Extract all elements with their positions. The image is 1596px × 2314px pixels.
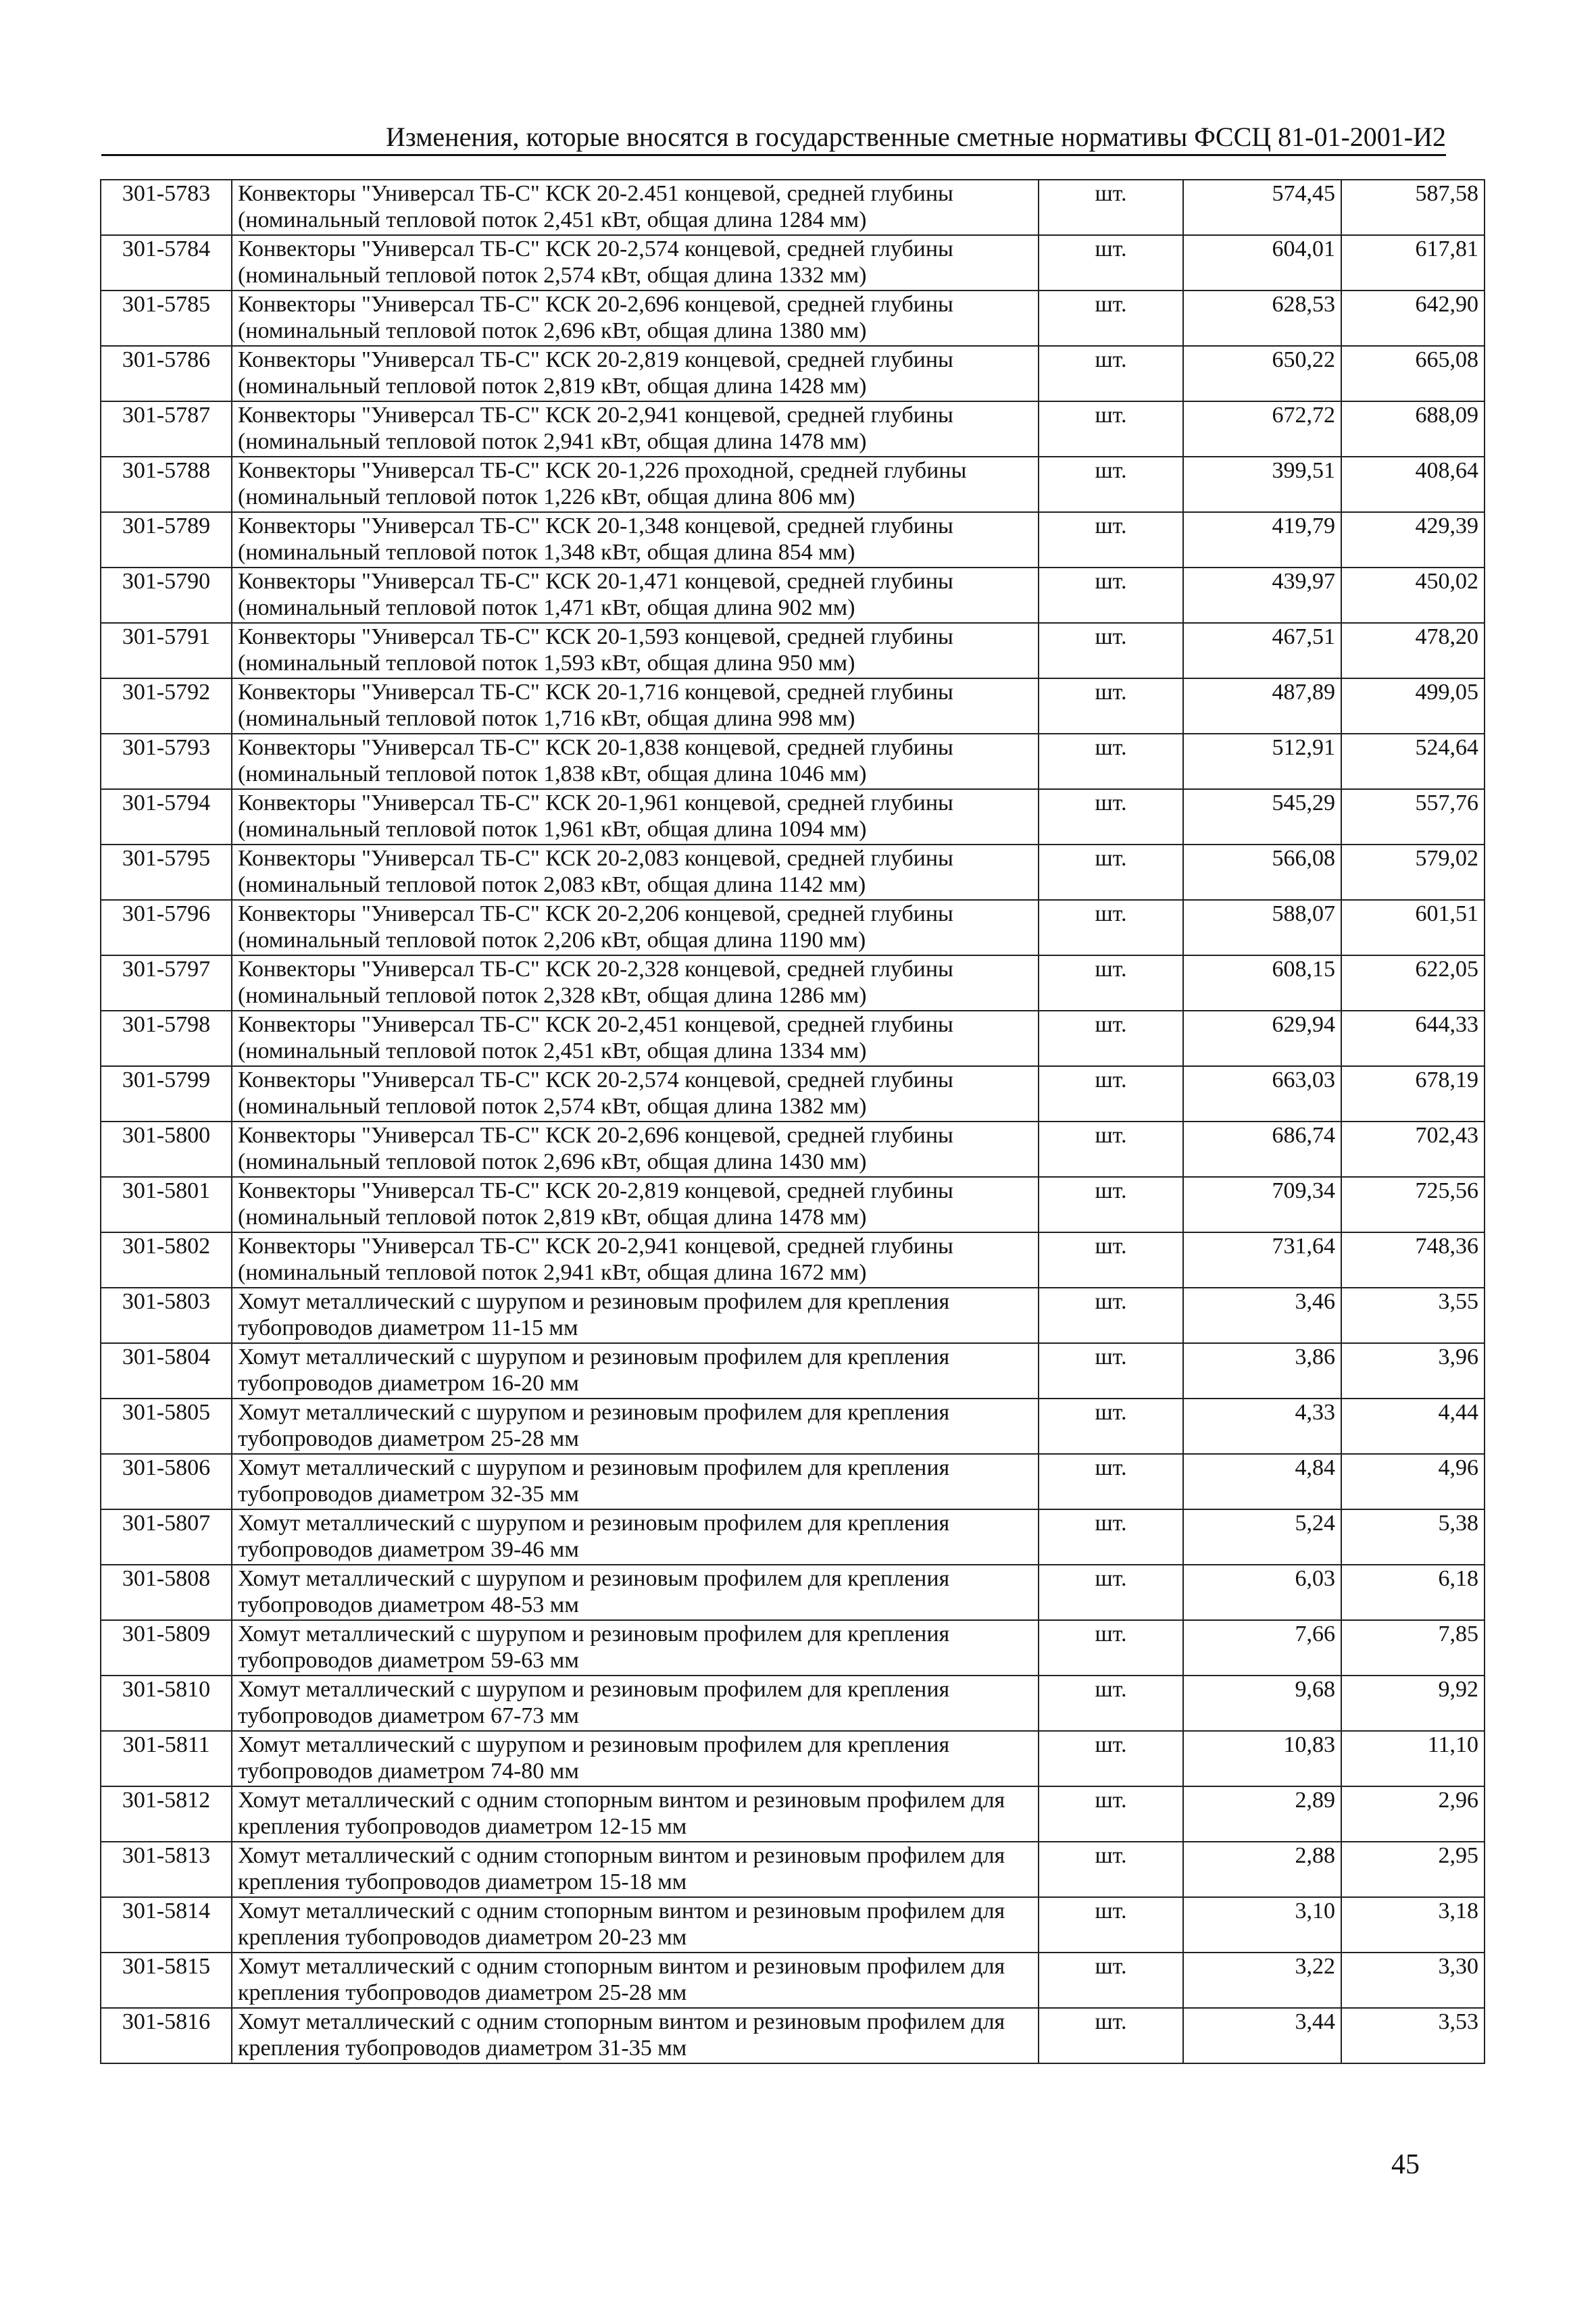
item-unit: шт. (1039, 1454, 1183, 1509)
item-description: Хомут металлический с шурупом и резиновым профилем для крепления тубопроводов диаметром 25-28 мм (232, 1399, 1039, 1454)
table-row (101, 1454, 1485, 1509)
item-unit: шт. (1039, 734, 1183, 789)
item-unit: шт. (1039, 457, 1183, 512)
item-unit: шт. (1039, 1897, 1183, 1953)
item-price-1: 2,88 (1183, 1842, 1341, 1897)
item-description: Конвекторы "Универсал ТБ-С" КСК 20-2,328 концевой, средней глубины (номинальный тепловой поток 2,328 кВт, общая длина 1286 мм) (232, 955, 1039, 1011)
item-description: Хомут металлический с шурупом и резиновым профилем для крепления тубопроводов диаметром 11-15 мм (232, 1288, 1039, 1343)
table-row (101, 346, 1485, 401)
item-price-1: 10,83 (1183, 1731, 1341, 1786)
item-price-1: 663,03 (1183, 1066, 1341, 1122)
item-unit: шт. (1039, 1731, 1183, 1786)
item-price-2: 429,39 (1341, 512, 1485, 568)
item-unit: шт. (1039, 180, 1183, 235)
item-description: Хомут металлический с одним стопорным винтом и резиновым профилем для крепления тубопроводов диаметром 15-18 мм (232, 1842, 1039, 1897)
item-unit: шт. (1039, 2008, 1183, 2063)
item-price-1: 487,89 (1183, 678, 1341, 734)
item-unit: шт. (1039, 1122, 1183, 1177)
item-code: 301-5806 (101, 1454, 232, 1509)
item-unit: шт. (1039, 1066, 1183, 1122)
item-price-2: 2,95 (1341, 1842, 1485, 1897)
item-price-2: 642,90 (1341, 291, 1485, 346)
item-code: 301-5788 (101, 457, 232, 512)
table-row (101, 457, 1485, 512)
item-code: 301-5807 (101, 1509, 232, 1565)
item-price-2: 11,10 (1341, 1731, 1485, 1786)
item-price-2: 622,05 (1341, 955, 1485, 1011)
item-unit: шт. (1039, 346, 1183, 401)
item-description: Хомут металлический с шурупом и резиновым профилем для крепления тубопроводов диаметром 48-53 мм (232, 1565, 1039, 1620)
table-row (101, 1399, 1485, 1454)
page-number: 45 (1391, 2149, 1420, 2180)
item-code: 301-5792 (101, 678, 232, 734)
item-code: 301-5796 (101, 900, 232, 955)
table-row (101, 1953, 1485, 2008)
item-description: Хомут металлический с шурупом и резиновым профилем для крепления тубопроводов диаметром 67-73 мм (232, 1676, 1039, 1731)
table-row (101, 401, 1485, 457)
item-price-2: 7,85 (1341, 1620, 1485, 1676)
table-row (101, 2008, 1485, 2063)
table-row (101, 1509, 1485, 1565)
item-price-1: 3,46 (1183, 1288, 1341, 1343)
item-description: Конвекторы "Универсал ТБ-С" КСК 20-1,961 концевой, средней глубины (номинальный тепловой поток 1,961 кВт, общая длина 1094 мм) (232, 789, 1039, 845)
item-unit: шт. (1039, 955, 1183, 1011)
table-row (101, 1897, 1485, 1953)
item-unit: шт. (1039, 235, 1183, 291)
table-row (101, 1011, 1485, 1066)
item-price-1: 512,91 (1183, 734, 1341, 789)
item-unit: шт. (1039, 900, 1183, 955)
item-price-2: 3,53 (1341, 2008, 1485, 2063)
item-code: 301-5797 (101, 955, 232, 1011)
item-description: Конвекторы "Универсал ТБ-С" КСК 20-1,348 концевой, средней глубины (номинальный тепловой поток 1,348 кВт, общая длина 854 мм) (232, 512, 1039, 568)
item-price-1: 4,33 (1183, 1399, 1341, 1454)
item-description: Конвекторы "Универсал ТБ-С" КСК 20-1,838 концевой, средней глубины (номинальный тепловой поток 1,838 кВт, общая длина 1046 мм) (232, 734, 1039, 789)
item-code: 301-5808 (101, 1565, 232, 1620)
item-description: Хомут металлический с шурупом и резиновым профилем для крепления тубопроводов диаметром 59-63 мм (232, 1620, 1039, 1676)
item-price-1: 3,86 (1183, 1343, 1341, 1399)
item-code: 301-5810 (101, 1676, 232, 1731)
item-code: 301-5805 (101, 1399, 232, 1454)
item-price-2: 579,02 (1341, 845, 1485, 900)
table-row (101, 1676, 1485, 1731)
item-code: 301-5811 (101, 1731, 232, 1786)
item-code: 301-5794 (101, 789, 232, 845)
price-table-body (101, 180, 1485, 2063)
item-price-2: 3,55 (1341, 1288, 1485, 1343)
item-unit: шт. (1039, 845, 1183, 900)
item-code: 301-5791 (101, 623, 232, 678)
item-unit: шт. (1039, 291, 1183, 346)
page-header: Изменения, которые вносятся в государственные сметные нормативы ФССЦ 81-01-2001-И2 (101, 120, 1446, 156)
item-code: 301-5784 (101, 235, 232, 291)
item-price-2: 678,19 (1341, 1066, 1485, 1122)
item-code: 301-5786 (101, 346, 232, 401)
table-row (101, 678, 1485, 734)
table-row (101, 1620, 1485, 1676)
item-price-2: 450,02 (1341, 568, 1485, 623)
item-price-2: 587,58 (1341, 180, 1485, 235)
item-price-1: 467,51 (1183, 623, 1341, 678)
item-price-2: 748,36 (1341, 1232, 1485, 1288)
item-price-1: 7,66 (1183, 1620, 1341, 1676)
item-description: Конвекторы "Универсал ТБ-С" КСК 20-2,206 концевой, средней глубины (номинальный тепловой поток 2,206 кВт, общая длина 1190 мм) (232, 900, 1039, 955)
item-price-1: 650,22 (1183, 346, 1341, 401)
table-row (101, 1731, 1485, 1786)
item-code: 301-5815 (101, 1953, 232, 2008)
table-row (101, 1122, 1485, 1177)
item-price-2: 3,30 (1341, 1953, 1485, 2008)
item-code: 301-5812 (101, 1786, 232, 1842)
item-code: 301-5802 (101, 1232, 232, 1288)
item-price-1: 6,03 (1183, 1565, 1341, 1620)
item-code: 301-5787 (101, 401, 232, 457)
item-description: Хомут металлический с одним стопорным винтом и резиновым профилем для крепления тубопроводов диаметром 20-23 мм (232, 1897, 1039, 1953)
table-row (101, 1565, 1485, 1620)
table-row (101, 1842, 1485, 1897)
item-price-1: 566,08 (1183, 845, 1341, 900)
item-price-2: 4,96 (1341, 1454, 1485, 1509)
item-description: Хомут металлический с одним стопорным винтом и резиновым профилем для крепления тубопроводов диаметром 12-15 мм (232, 1786, 1039, 1842)
item-unit: шт. (1039, 1011, 1183, 1066)
item-price-2: 499,05 (1341, 678, 1485, 734)
item-description: Конвекторы "Универсал ТБ-С" КСК 20-1,593 концевой, средней глубины (номинальный тепловой поток 1,593 кВт, общая длина 950 мм) (232, 623, 1039, 678)
item-unit: шт. (1039, 1343, 1183, 1399)
item-description: Конвекторы "Универсал ТБ-С" КСК 20-2,819 концевой, средней глубины (номинальный тепловой поток 2,819 кВт, общая длина 1428 мм) (232, 346, 1039, 401)
table-row (101, 900, 1485, 955)
item-unit: шт. (1039, 678, 1183, 734)
item-code: 301-5800 (101, 1122, 232, 1177)
item-unit: шт. (1039, 623, 1183, 678)
item-price-2: 665,08 (1341, 346, 1485, 401)
item-price-1: 709,34 (1183, 1177, 1341, 1232)
table-row (101, 1288, 1485, 1343)
item-price-2: 4,44 (1341, 1399, 1485, 1454)
item-price-1: 545,29 (1183, 789, 1341, 845)
item-price-1: 419,79 (1183, 512, 1341, 568)
item-price-2: 688,09 (1341, 401, 1485, 457)
item-unit: шт. (1039, 1399, 1183, 1454)
item-price-2: 524,64 (1341, 734, 1485, 789)
item-code: 301-5816 (101, 2008, 232, 2063)
item-description: Хомут металлический с шурупом и резиновым профилем для крепления тубопроводов диаметром 74-80 мм (232, 1731, 1039, 1786)
table-row (101, 955, 1485, 1011)
item-code: 301-5785 (101, 291, 232, 346)
item-code: 301-5804 (101, 1343, 232, 1399)
item-code: 301-5799 (101, 1066, 232, 1122)
item-unit: шт. (1039, 1620, 1183, 1676)
item-unit: шт. (1039, 512, 1183, 568)
item-code: 301-5809 (101, 1620, 232, 1676)
item-price-1: 574,45 (1183, 180, 1341, 235)
table-row (101, 1177, 1485, 1232)
item-code: 301-5813 (101, 1842, 232, 1897)
item-description: Конвекторы "Универсал ТБ-С" КСК 20-2,941 концевой, средней глубины (номинальный тепловой поток 2,941 кВт, общая длина 1478 мм) (232, 401, 1039, 457)
table-row (101, 180, 1485, 235)
item-price-1: 3,10 (1183, 1897, 1341, 1953)
item-description: Хомут металлический с шурупом и резиновым профилем для крепления тубопроводов диаметром 32-35 мм (232, 1454, 1039, 1509)
item-unit: шт. (1039, 568, 1183, 623)
item-description: Конвекторы "Универсал ТБ-С" КСК 20-2,696 концевой, средней глубины (номинальный тепловой поток 2,696 кВт, общая длина 1430 мм) (232, 1122, 1039, 1177)
item-description: Конвекторы "Универсал ТБ-С" КСК 20-2,941 концевой, средней глубины (номинальный тепловой поток 2,941 кВт, общая длина 1672 мм) (232, 1232, 1039, 1288)
item-price-2: 3,18 (1341, 1897, 1485, 1953)
item-unit: шт. (1039, 1953, 1183, 2008)
item-price-1: 5,24 (1183, 1509, 1341, 1565)
item-price-1: 4,84 (1183, 1454, 1341, 1509)
item-unit: шт. (1039, 1177, 1183, 1232)
item-price-1: 608,15 (1183, 955, 1341, 1011)
item-description: Конвекторы "Универсал ТБ-С" КСК 20-2,574 концевой, средней глубины (номинальный тепловой поток 2,574 кВт, общая длина 1332 мм) (232, 235, 1039, 291)
table-row (101, 1232, 1485, 1288)
item-code: 301-5803 (101, 1288, 232, 1343)
item-price-1: 3,44 (1183, 2008, 1341, 2063)
item-price-1: 604,01 (1183, 235, 1341, 291)
price-table (100, 179, 1485, 2064)
item-code: 301-5795 (101, 845, 232, 900)
item-unit: шт. (1039, 1676, 1183, 1731)
table-row (101, 512, 1485, 568)
item-price-1: 9,68 (1183, 1676, 1341, 1731)
item-description: Конвекторы "Универсал ТБ-С" КСК 20-2,696 концевой, средней глубины (номинальный тепловой поток 2,696 кВт, общая длина 1380 мм) (232, 291, 1039, 346)
item-code: 301-5783 (101, 180, 232, 235)
item-price-2: 3,96 (1341, 1343, 1485, 1399)
item-code: 301-5790 (101, 568, 232, 623)
item-description: Хомут металлический с шурупом и резиновым профилем для крепления тубопроводов диаметром 39-46 мм (232, 1509, 1039, 1565)
table-row (101, 235, 1485, 291)
item-code: 301-5801 (101, 1177, 232, 1232)
table-row (101, 1343, 1485, 1399)
table-row (101, 845, 1485, 900)
item-price-2: 557,76 (1341, 789, 1485, 845)
table-row (101, 1786, 1485, 1842)
item-price-1: 399,51 (1183, 457, 1341, 512)
item-code: 301-5798 (101, 1011, 232, 1066)
item-price-1: 2,89 (1183, 1786, 1341, 1842)
item-price-1: 3,22 (1183, 1953, 1341, 2008)
item-description: Конвекторы "Универсал ТБ-С" КСК 20-1,471 концевой, средней глубины (номинальный тепловой поток 1,471 кВт, общая длина 902 мм) (232, 568, 1039, 623)
item-unit: шт. (1039, 1842, 1183, 1897)
item-unit: шт. (1039, 401, 1183, 457)
item-price-2: 644,33 (1341, 1011, 1485, 1066)
item-price-2: 702,43 (1341, 1122, 1485, 1177)
item-code: 301-5814 (101, 1897, 232, 1953)
item-price-2: 6,18 (1341, 1565, 1485, 1620)
item-price-2: 725,56 (1341, 1177, 1485, 1232)
item-unit: шт. (1039, 1288, 1183, 1343)
item-price-1: 588,07 (1183, 900, 1341, 955)
item-price-2: 2,96 (1341, 1786, 1485, 1842)
item-price-2: 408,64 (1341, 457, 1485, 512)
item-description: Хомут металлический с одним стопорным винтом и резиновым профилем для крепления тубопроводов диаметром 31-35 мм (232, 2008, 1039, 2063)
table-row (101, 623, 1485, 678)
item-price-1: 628,53 (1183, 291, 1341, 346)
item-description: Конвекторы "Универсал ТБ-С" КСК 20-2,574 концевой, средней глубины (номинальный тепловой поток 2,574 кВт, общая длина 1382 мм) (232, 1066, 1039, 1122)
table-row (101, 789, 1485, 845)
item-unit: шт. (1039, 789, 1183, 845)
item-price-1: 686,74 (1183, 1122, 1341, 1177)
item-price-1: 731,64 (1183, 1232, 1341, 1288)
item-price-2: 9,92 (1341, 1676, 1485, 1731)
item-unit: шт. (1039, 1232, 1183, 1288)
item-description: Конвекторы "Универсал ТБ-С" КСК 20-2,819 концевой, средней глубины (номинальный тепловой поток 2,819 кВт, общая длина 1478 мм) (232, 1177, 1039, 1232)
table-row (101, 1066, 1485, 1122)
item-code: 301-5793 (101, 734, 232, 789)
item-price-2: 601,51 (1341, 900, 1485, 955)
table-row (101, 291, 1485, 346)
item-price-2: 617,81 (1341, 235, 1485, 291)
table-row (101, 568, 1485, 623)
table-row (101, 734, 1485, 789)
item-unit: шт. (1039, 1509, 1183, 1565)
item-description: Хомут металлический с шурупом и резиновым профилем для крепления тубопроводов диаметром 16-20 мм (232, 1343, 1039, 1399)
item-description: Конвекторы "Универсал ТБ-С" КСК 20-1,226 проходной, средней глубины (номинальный тепловой поток 1,226 кВт, общая длина 806 мм) (232, 457, 1039, 512)
item-price-2: 478,20 (1341, 623, 1485, 678)
item-description: Конвекторы "Универсал ТБ-С" КСК 20-2,451 концевой, средней глубины (номинальный тепловой поток 2,451 кВт, общая длина 1334 мм) (232, 1011, 1039, 1066)
item-description: Хомут металлический с одним стопорным винтом и резиновым профилем для крепления тубопроводов диаметром 25-28 мм (232, 1953, 1039, 2008)
item-description: Конвекторы "Универсал ТБ-С" КСК 20-2.451 концевой, средней глубины (номинальный тепловой поток 2,451 кВт, общая длина 1284 мм) (232, 180, 1039, 235)
item-description: Конвекторы "Универсал ТБ-С" КСК 20-1,716 концевой, средней глубины (номинальный тепловой поток 1,716 кВт, общая длина 998 мм) (232, 678, 1039, 734)
item-price-1: 439,97 (1183, 568, 1341, 623)
item-price-2: 5,38 (1341, 1509, 1485, 1565)
item-unit: шт. (1039, 1565, 1183, 1620)
item-description: Конвекторы "Универсал ТБ-С" КСК 20-2,083 концевой, средней глубины (номинальный тепловой поток 2,083 кВт, общая длина 1142 мм) (232, 845, 1039, 900)
item-price-1: 672,72 (1183, 401, 1341, 457)
item-unit: шт. (1039, 1786, 1183, 1842)
item-code: 301-5789 (101, 512, 232, 568)
item-price-1: 629,94 (1183, 1011, 1341, 1066)
